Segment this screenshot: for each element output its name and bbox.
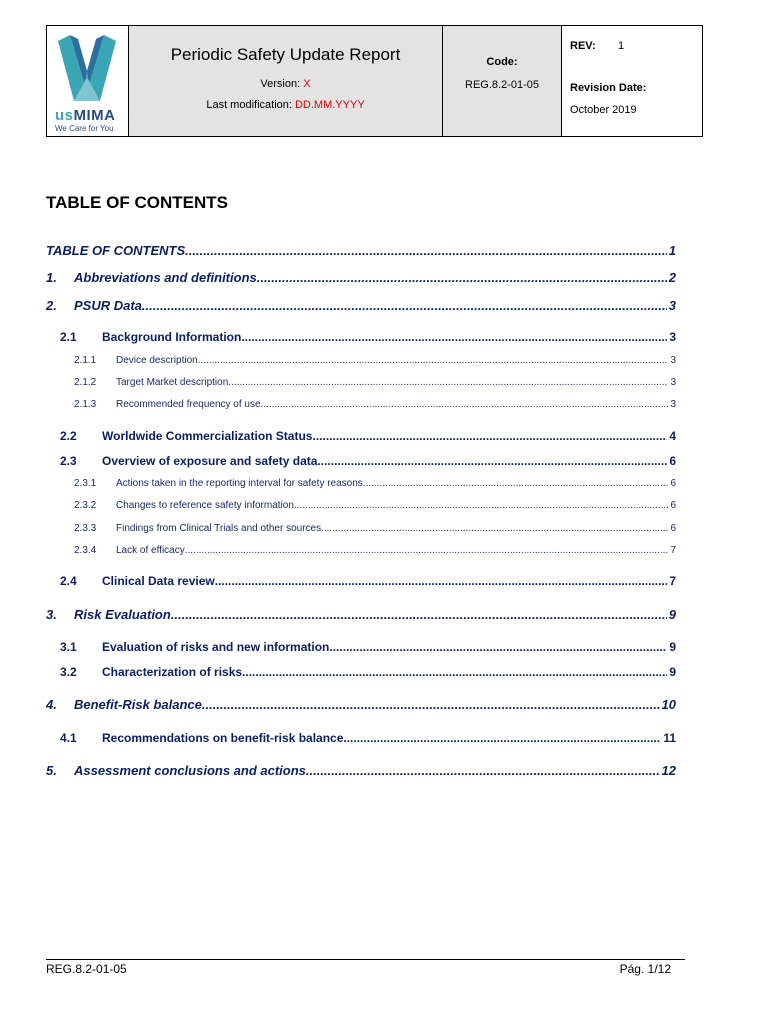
toc-entry[interactable]: 3.1 Evaluation of risks and new information ..... 9 [60, 640, 676, 654]
rev-value: 1 [618, 40, 625, 52]
usmima-logo-icon [56, 35, 118, 107]
toc-heading: TABLE OF CONTENTS [46, 193, 228, 212]
code-label: Code: [486, 56, 518, 68]
footer-code: REG.8.2-01-05 [46, 962, 127, 976]
document-title: Periodic Safety Update Report [170, 45, 401, 64]
code-value: REG.8.2-01-05 [465, 79, 539, 91]
toc-entry[interactable]: TABLE OF CONTENTS ..... 1 [46, 243, 676, 258]
version-line: Version: X [260, 78, 311, 90]
toc-entry[interactable]: 2.1.1 Device description ..... 3 [74, 355, 676, 366]
toc-entry[interactable]: 2.1.3 Recommended frequency of use ..... 3 [74, 399, 676, 410]
footer-divider [46, 959, 685, 960]
toc-entry[interactable]: 4.1 Recommendations on benefit-risk balance ..... 11 [60, 731, 676, 745]
toc-entry[interactable]: 2. PSUR Data ..... 3 [46, 298, 676, 313]
logo-wordmark: usMIMA [55, 107, 116, 124]
toc-entry[interactable]: 2.4 Clinical Data review ..... 7 [60, 574, 676, 588]
toc-entry[interactable]: 2.2 Worldwide Commercialization Status ..... 4 [60, 429, 676, 443]
toc-entry[interactable]: 1. Abbreviations and definitions ..... 2 [46, 270, 676, 285]
title-cell [129, 26, 443, 136]
footer-page-number: Pág. 1/12 [619, 962, 671, 976]
toc-entry[interactable]: 2.3.3 Findings from Clinical Trials and other sources ..... 6 [74, 523, 676, 534]
toc-entry[interactable]: 3.2 Characterization of risks ..... 9 [60, 665, 676, 679]
revision-cell [562, 26, 702, 136]
toc-entry[interactable]: 4. Benefit-Risk balance ..... 10 [46, 697, 676, 712]
rev-label: REV: [570, 40, 596, 52]
revision-date-label: Revision Date: [570, 82, 647, 94]
toc-entry[interactable]: 2.3 Overview of exposure and safety data ..... 6 [60, 454, 676, 468]
toc-entry[interactable]: 2.3.1 Actions taken in the reporting interval for safety reasons ..... 6 [74, 478, 676, 489]
toc-entry[interactable]: 2.1 Background Information ..... 3 [60, 330, 676, 344]
modification-value: DD.MM.YYYY [294, 99, 365, 111]
logo-tagline: We Care for You [55, 124, 114, 133]
logo-cell [47, 26, 129, 136]
toc-entry[interactable]: 2.3.2 Changes to reference safety information ..... 6 [74, 500, 676, 511]
toc-entry[interactable]: 5. Assessment conclusions and actions ..... 12 [46, 763, 676, 778]
document-header [46, 25, 703, 137]
toc-entry[interactable]: 3. Risk Evaluation ..... 9 [46, 607, 676, 622]
toc-entry[interactable]: 2.3.4 Lack of efficacy ..... 7 [74, 545, 676, 556]
version-value: X [303, 78, 311, 90]
modification-line: Last modification: DD.MM.YYYY [206, 99, 365, 111]
revision-date-value: October 2019 [570, 104, 637, 116]
toc-entry[interactable]: 2.1.2 Target Market description ..... 3 [74, 377, 676, 388]
code-cell [443, 26, 562, 136]
